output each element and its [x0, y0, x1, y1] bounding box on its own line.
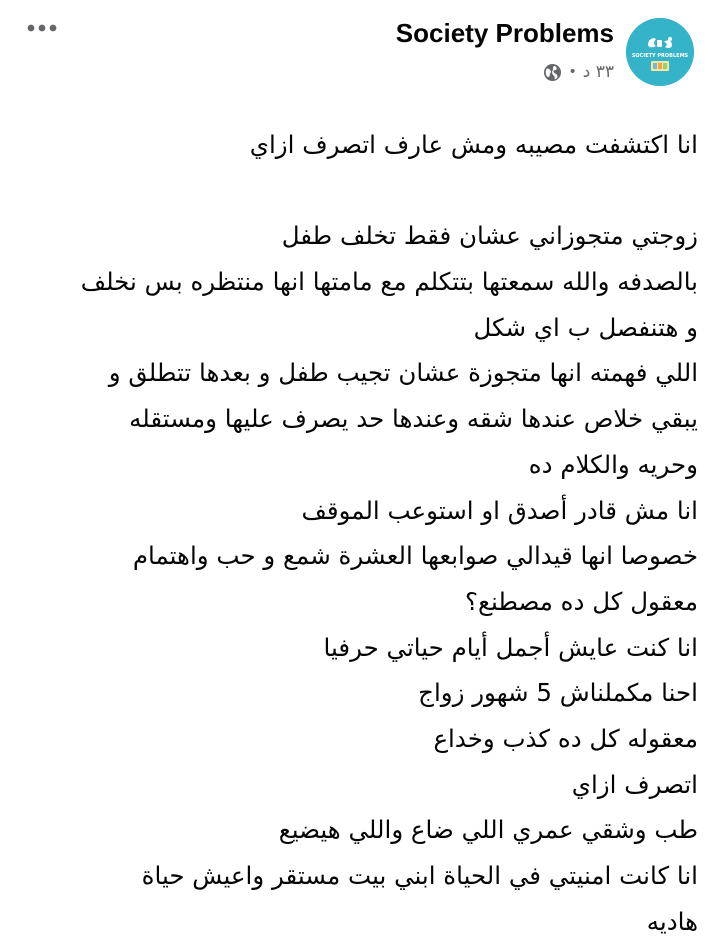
more-options-button[interactable] — [22, 16, 62, 40]
more-horizontal-icon — [27, 24, 57, 32]
post-text — [22, 122, 698, 944]
post-header — [0, 0, 720, 100]
post-timestamp[interactable]: ٣٣ د — [582, 62, 614, 82]
post-line: اللي فهمته انها متجوزة عشان تجيب طفل و بعدها تتطلق و — [108, 358, 698, 388]
post-line: بالصدفه والله سمعتها بتتكلم مع مامتها انها منتظره بس نخلف — [80, 267, 698, 297]
post-line: هاديه — [646, 906, 698, 936]
post-line: انا اكتشفت مصيبه ومش عارف اتصرف ازاي — [249, 130, 698, 159]
post-meta — [543, 62, 614, 82]
post-line: احنا مكملناش 5 شهور زواج — [418, 678, 698, 708]
post-line: اتصرف ازاي — [571, 769, 698, 799]
post-line: يبقي خلاص عندها شقه وعندها حد يصرف عليها ومستقله — [129, 404, 698, 434]
meta-separator: • — [568, 64, 577, 80]
post-line: معقوله كل ده كذب وخداع — [433, 723, 698, 753]
page-avatar[interactable] — [626, 18, 694, 86]
post-line: خصوصا انها قيدالي صوابعها العشرة شمع و حب واهتمام — [132, 541, 698, 571]
post-line: انا كنت عايش أجمل أيام حياتي حرفيا — [323, 632, 698, 662]
post-line: و هتنفصل ب اي شكل — [473, 312, 698, 342]
post-line: معقول كل ده مصطنع؟ — [464, 586, 698, 616]
post-line: انا مش قادر أصدق او استوعب الموقف — [301, 495, 698, 525]
post-line: انا كانت امنيتي في الحياة ابني بيت مستقر واعيش حياة — [141, 861, 698, 890]
post-line: زوجتي متجوزاني عشان فقط تخلف طفل — [281, 221, 698, 251]
post-line: طب وشقي عمري اللي ضاع واللي هيضيع — [278, 815, 698, 845]
post-line: وحريه والكلام ده — [528, 449, 698, 479]
globe-icon[interactable] — [543, 63, 562, 82]
avatar-logo-text: SOCIETY PROBLEMS — [631, 53, 689, 59]
page-name-link[interactable]: Society Problems — [395, 18, 614, 48]
